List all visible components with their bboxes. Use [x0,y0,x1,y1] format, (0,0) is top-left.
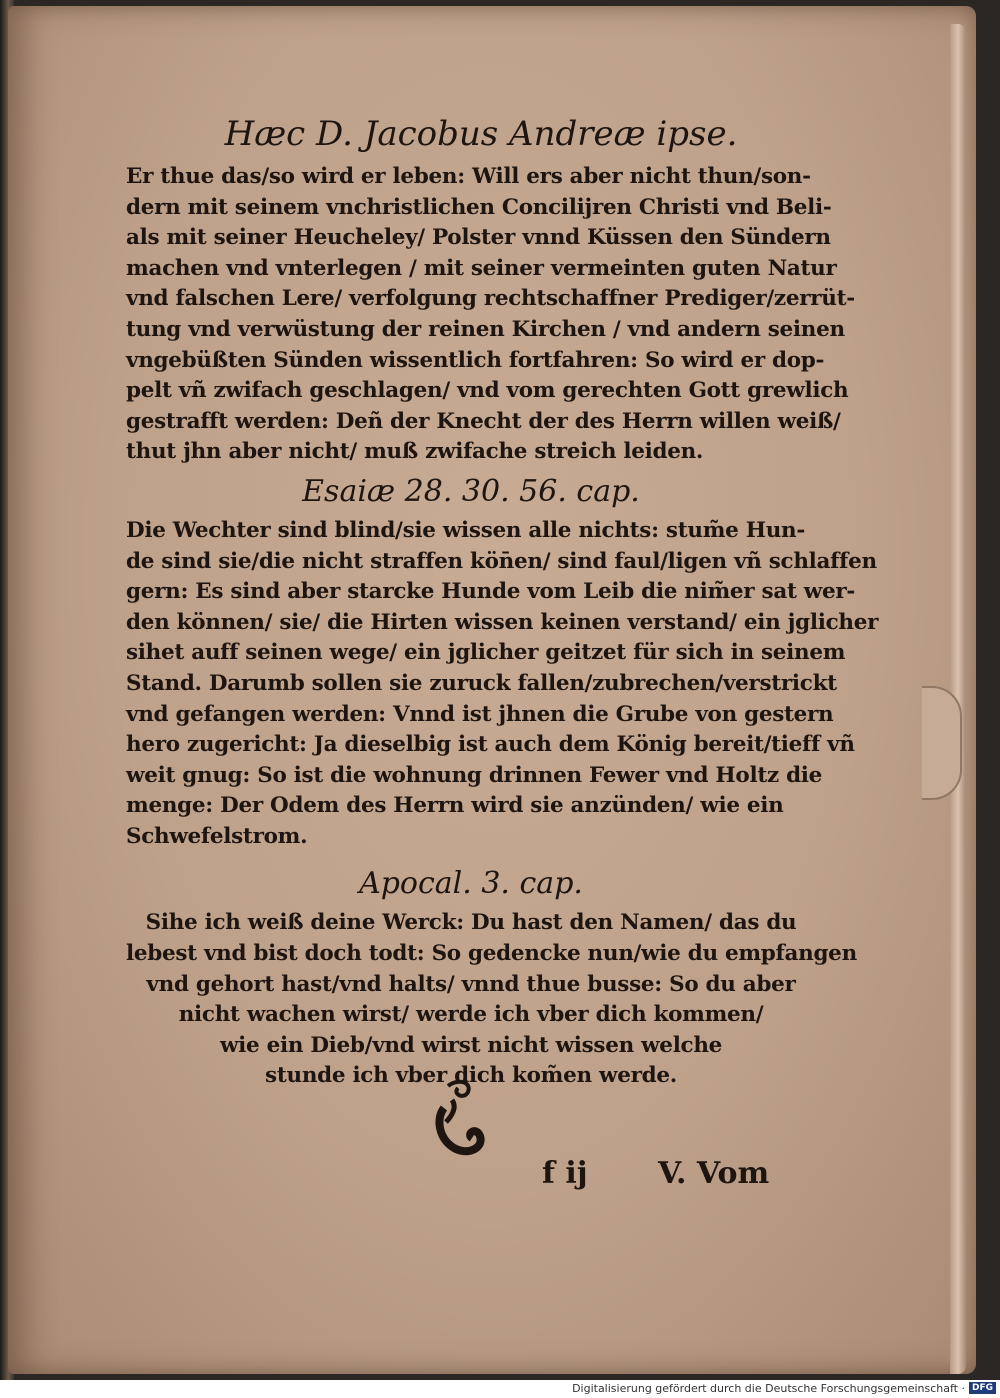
heading-jacobus-andreae: Hæc D. Jacobus Andreæ ipse. [224,114,738,154]
text-line: vnd gefangen werden: Vnnd ist jhnen die Grube von gestern [126,701,834,727]
text-line: gestrafft werden: Deñ der Knecht der des Herrn willen weiß/ [126,408,841,434]
text-line: sihet auff seinen wege/ ein jglicher geitzet für sich in seinem [126,640,846,666]
fleuron-ornament-icon [428,1078,498,1158]
text-line: gern: Es sind aber starcke Hunde vom Leib die nim̃er sat wer- [126,579,856,605]
text-line: lebest vnd bist doch todt: So gedencke nun/wie du empfangen [126,941,857,967]
text-line: weit gnug: So ist die wohnung drinnen Fewer vnd Holtz die [126,762,823,788]
binding-tab [922,686,962,800]
book-page [8,6,976,1374]
dfg-logo: DFG [969,1382,996,1394]
signature-mark: f ij [542,1156,588,1191]
text-line: Die Wechter sind blind/sie wissen alle nichts: stum̃e Hun- [126,517,806,543]
text-line: vnd falschen Lere/ verfolgung rechtschaffner Prediger/zerrüt- [126,286,855,312]
text-line: thut jhn aber nicht/ muß zwifache streich leiden. [126,439,704,465]
text-line: wie ein Dieb/vnd wirst nicht wissen welche [219,1032,723,1058]
catchword: V. Vom [658,1156,770,1191]
text-line: vngebüßten Sünden wissentlich fortfahren: So wird er dop- [126,347,825,373]
digitization-footer [572,1380,996,1396]
text-line: stunde ich vber dich kom̃en werde. [265,1063,677,1089]
text-line: als mit seiner Heucheley/ Polster vnnd Küssen den Sündern [126,225,831,251]
text-line: Stand. Darumb sollen sie zuruck fallen/zubrechen/verstrickt [126,670,837,696]
text-line: nicht wachen wirst/ werde ich vber dich kommen/ [178,1002,764,1028]
text-line: den können/ sie/ die Hirten wissen keinen verstand/ ein jglicher [126,609,879,635]
text-line: Er thue das/so wird er leben: Will ers aber nicht thun/son- [126,164,811,189]
heading-esaiae: Esaiæ 28. 30. 56. cap. [302,473,640,509]
text-line: Sihe ich weiß deine Werck: Du hast den Namen/ das du [145,910,797,936]
heading-apocal: Apocal. 3. cap. [359,866,583,902]
footer-credit-text: Digitalisierung gefördert durch die Deutsche Forschungsgemeinschaft · [572,1381,965,1395]
text-line: menge: Der Odem des Herrn wird sie anzünden/ wie ein [126,793,784,819]
page-text [126,110,879,1092]
text-line: machen vnd vnterlegen / mit seiner vermeinten guten Natur [126,255,837,281]
text-line: vnd gehort hast/vnd halts/ vnnd thue busse: So du aber [146,971,796,997]
text-line: tung vnd verwüstung der reinen Kirchen / vnd andern seinen [126,316,845,342]
text-line: pelt vñ zwifach geschlagen/ vnd vom gerechten Gott grewlich [126,378,849,404]
text-line: dern mit seinem vnchristlichen Concilijren Christi vnd Beli- [126,194,832,220]
text-line: hero zugericht: Ja dieselbig ist auch dem König bereit/tieff vñ [126,732,855,758]
paragraph-3 [126,908,857,1092]
paragraph-1 [126,162,855,468]
text-line: de sind sie/die nicht straffen kön̄en/ sind faul/ligen vñ schlaffen [126,548,877,574]
paragraph-2 [126,516,879,853]
text-line: Schwefelstrom. [126,823,308,849]
